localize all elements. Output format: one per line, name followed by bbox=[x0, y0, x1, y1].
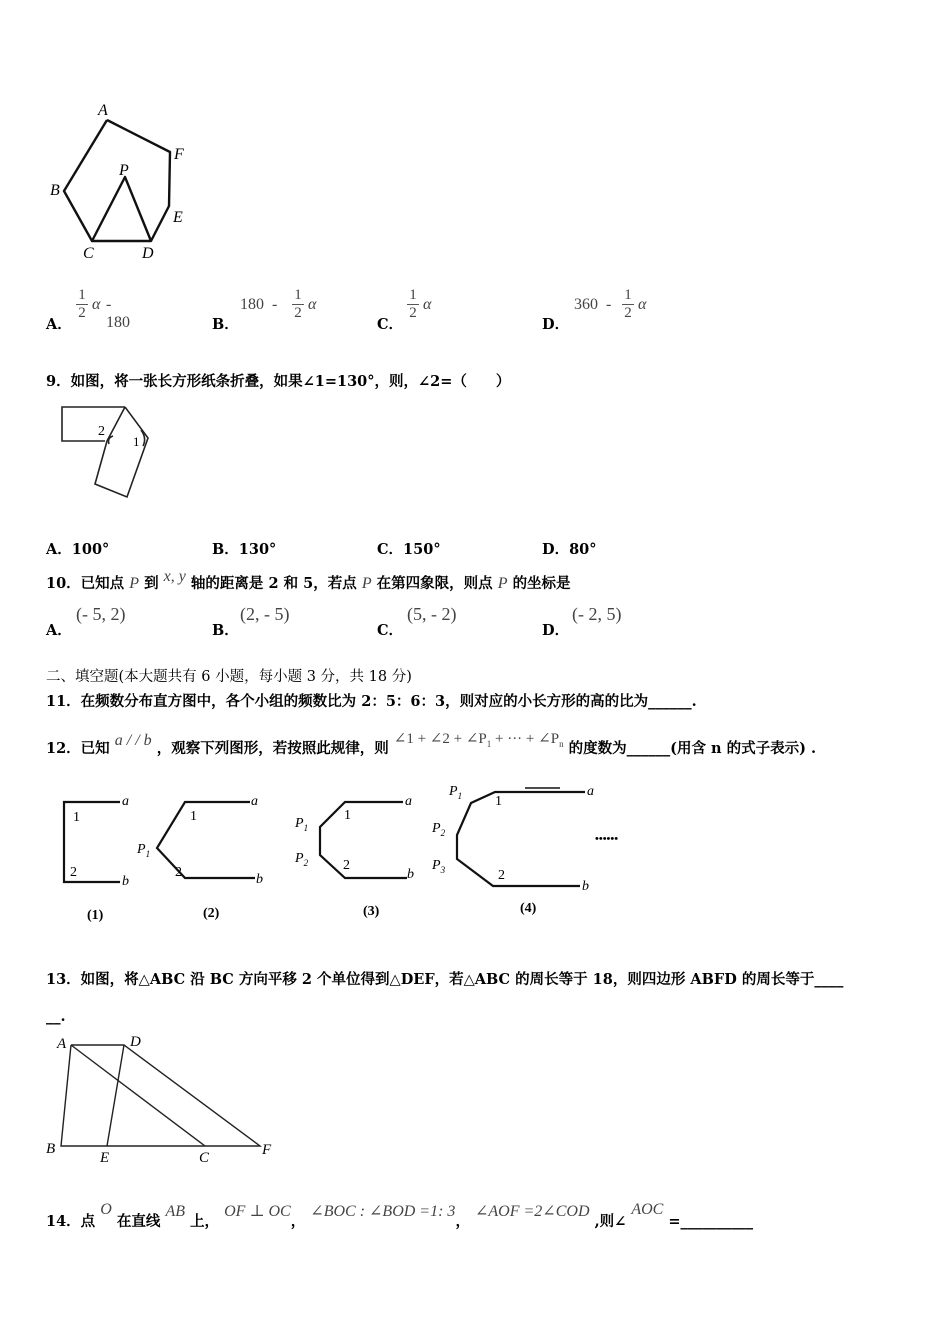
q11-text: 11．在频数分布直方图中，各个小组的频数比为 2：5：6：3，则对应的小长方形的高的比为______. bbox=[46, 693, 697, 710]
q9-option-d[interactable]: D．80° bbox=[542, 541, 597, 558]
q8-b-fraction: 1 2 bbox=[292, 287, 304, 322]
q12-fig3-label-a: a bbox=[405, 794, 412, 809]
option-letter: A． bbox=[46, 316, 72, 333]
q12-fig3-lines bbox=[320, 802, 407, 878]
q8-label-f: F bbox=[174, 146, 184, 163]
q14-stem: 14．点 O 在直线 AB 上， OF ⊥ OC， ∠BOC : ∠BOD =1: 3， ∠AOF =2∠COD ,则∠ AOC =__________ bbox=[46, 1201, 754, 1230]
q12-fig3-p2: $P_2$ bbox=[295, 851, 309, 868]
q12-fig4-p2: $P_2$ bbox=[432, 821, 446, 838]
q13-translation-figure bbox=[40, 1030, 280, 1165]
q9-option-a[interactable]: A．100° bbox=[46, 541, 110, 558]
q12-fig1-angle2: 2 bbox=[70, 865, 77, 880]
option-term: - 180 bbox=[106, 296, 130, 331]
q8-options bbox=[46, 287, 926, 333]
q8-label-e: E bbox=[173, 209, 183, 226]
q12-fig3-angle1: 1 bbox=[344, 808, 351, 823]
q9-stem: 9．如图，将一张长方形纸条折叠，如果∠1=130°，则，∠2=（ ） bbox=[46, 373, 511, 390]
q13-segment-de bbox=[107, 1045, 124, 1146]
option-letter: D． bbox=[542, 316, 570, 333]
q13-label-f: F bbox=[262, 1142, 272, 1158]
q12-caption-2: (2) bbox=[203, 906, 220, 921]
q12-fig4-label-b: b bbox=[582, 879, 589, 894]
q12-pattern-figures bbox=[45, 775, 645, 925]
option-letter: C． bbox=[377, 316, 404, 333]
option-letter: B． bbox=[212, 316, 239, 333]
q13-stem-line1: 13．如图，将△ABC 沿 BC 方向平移 2 个单位得到△DEF，若△ABC 的周长等于 18，则四边形 ABFD 的周长等于____ bbox=[46, 971, 844, 988]
q12-ellipsis: •••••• bbox=[595, 833, 619, 845]
q12-caption-1: (1) bbox=[87, 908, 104, 923]
q9-angle-1-label: 1 bbox=[133, 434, 140, 449]
q12-fig4-p3: $P_3$ bbox=[432, 858, 446, 875]
q10-options: A． (- 5, 2) B． (2, - 5) C． (5, - 2) D． (- 2, 5) bbox=[46, 604, 622, 639]
q8-label-d: D bbox=[142, 245, 154, 262]
q12-fig2-lines bbox=[157, 802, 255, 878]
q8-label-c: C bbox=[83, 245, 94, 262]
q13-label-c: C bbox=[199, 1150, 210, 1165]
q12-fig4-angle1: 1 bbox=[495, 794, 502, 809]
q12-fig4-lines bbox=[457, 792, 585, 886]
q12-fig1-label-a: a bbox=[122, 794, 129, 809]
q9-option-c[interactable]: C．150° bbox=[377, 541, 441, 558]
q12-fig2-angle2: 2 bbox=[175, 865, 182, 880]
q8-label-b: B bbox=[50, 182, 60, 199]
q8-heptagon-figure bbox=[40, 95, 210, 265]
option-term: 180 - bbox=[240, 296, 278, 313]
q13-label-b: B bbox=[46, 1141, 56, 1157]
q12-stem: 12．已知 a / / b ，观察下列图形，若按照此规律，则 ∠1 + ∠2 + $\angle P_1$ + ··· + $\angle P_n$ 的度数为______(用含 n 的式子表示) . bbox=[46, 731, 817, 757]
section-title: 二、填空题(本大题共有 6 小题，每小题 3 分，共 18 分) bbox=[46, 669, 412, 685]
alpha-symbol: α bbox=[92, 296, 101, 313]
q12-fig1-angle1: 1 bbox=[73, 810, 80, 825]
q8-inner-triangle bbox=[92, 177, 151, 241]
q12-fig4-label-a: a bbox=[587, 784, 594, 799]
q12-fig4-angle2: 2 bbox=[498, 868, 505, 883]
q8-c-fraction: 1 2 bbox=[407, 287, 419, 322]
q12-fig2-label-a: a bbox=[251, 794, 258, 809]
q8-d-fraction: 1 2 bbox=[622, 287, 634, 322]
q9-angle-2-label: 2 bbox=[98, 424, 105, 439]
q9-strip-folded bbox=[95, 407, 148, 497]
q10-stem: 10．已知点 P 到 x, y 轴的距离是 2 和 5，若点 P 在第四象限，则点 P 的坐标是 bbox=[46, 568, 571, 592]
q12-fig3-label-b: b bbox=[407, 867, 414, 882]
option-term: 360 - bbox=[574, 296, 612, 313]
q9-folded-strip-figure bbox=[55, 400, 165, 505]
q13-label-d: D bbox=[130, 1034, 141, 1050]
q8-label-a: A bbox=[98, 102, 108, 119]
q13-segment-ac bbox=[71, 1045, 205, 1146]
q9-options bbox=[46, 538, 926, 558]
q9-option-b[interactable]: B．130° bbox=[212, 541, 277, 558]
q12-fig1-label-b: b bbox=[122, 874, 129, 889]
q8-label-p: P bbox=[119, 162, 129, 179]
q12-fig2-label-b: b bbox=[256, 872, 263, 887]
q12-fig3-p1: $P_1$ bbox=[295, 816, 309, 833]
alpha-symbol: α bbox=[638, 296, 647, 313]
q12-fig4-p1: $P_1$ bbox=[449, 784, 463, 801]
alpha-symbol: α bbox=[308, 296, 317, 313]
q12-fig3-angle2: 2 bbox=[343, 858, 350, 873]
alpha-symbol: α bbox=[423, 296, 432, 313]
q8-a-fraction: 1 2 bbox=[76, 287, 88, 322]
q12-caption-4: (4) bbox=[520, 901, 537, 916]
q13-label-a: A bbox=[57, 1036, 67, 1052]
q12-fig2-p: $P_1$ bbox=[137, 842, 151, 859]
q13-stem-line2: __. bbox=[46, 1008, 66, 1025]
q12-fig2-angle1: 1 bbox=[190, 809, 197, 824]
q12-caption-3: (3) bbox=[363, 904, 380, 919]
q8-outer-polygon bbox=[64, 120, 170, 241]
q13-label-e: E bbox=[100, 1150, 110, 1165]
